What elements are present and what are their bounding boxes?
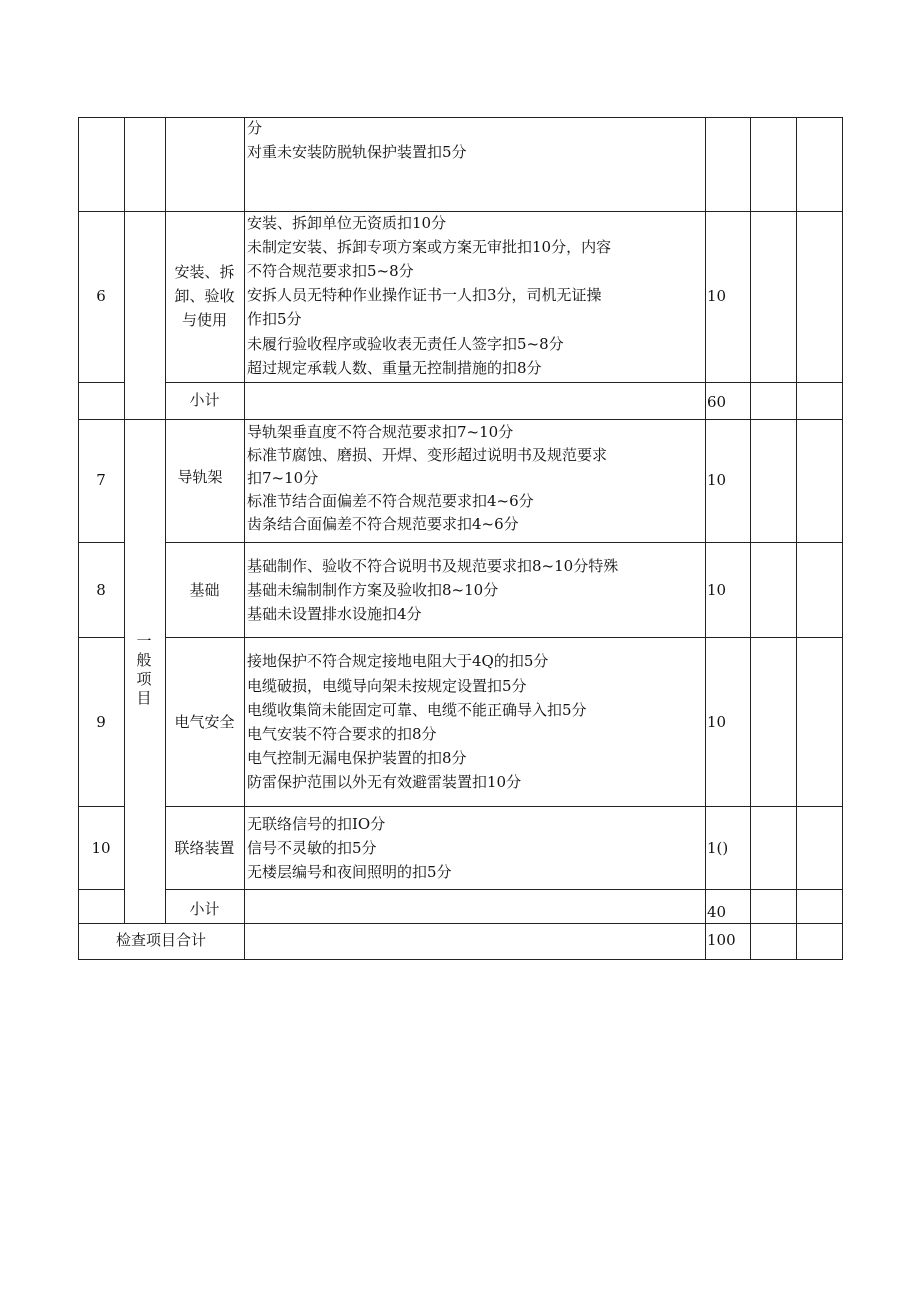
standard-line: 标准节结合面偏差不符合规范要求扣4~6分 bbox=[247, 492, 534, 510]
rule-col-cat bbox=[165, 117, 166, 924]
standard-line: 对重未安装防脱轨保护装置扣5分 bbox=[247, 143, 467, 161]
standard-line: 导轨架垂直度不符合规范要求扣7~10分 bbox=[247, 423, 514, 441]
total-label: 检查项目合计 bbox=[115, 931, 206, 949]
score-value: 10 bbox=[707, 581, 727, 599]
standard-line: 电缆收集筒未能固定可靠、电缆不能正确导入扣5分 bbox=[247, 701, 587, 719]
standard-line: 电气控制无漏电保护装置的扣8分 bbox=[247, 749, 467, 767]
category-label: 一般项目 bbox=[136, 632, 152, 707]
row-number: 10 bbox=[91, 839, 111, 857]
rule-row9-end bbox=[78, 806, 124, 807]
standard-line: 扣7~10分 bbox=[247, 469, 319, 487]
standard-line: 电缆破损，电缆导向架未按规定设置扣5分 bbox=[247, 677, 527, 695]
standard-line: 基础未编制制作方案及验收扣8~10分 bbox=[247, 581, 499, 599]
rule-top bbox=[78, 117, 843, 118]
row-number: 6 bbox=[96, 287, 106, 305]
rule-row6-end-b bbox=[165, 382, 843, 383]
subtotal-score: 60 bbox=[707, 393, 727, 411]
item-name-line: 与使用 bbox=[181, 311, 227, 329]
item-name: 基础 bbox=[189, 581, 220, 599]
rule-row8-end-b bbox=[165, 637, 843, 638]
rule-col-no bbox=[124, 117, 125, 924]
standard-line: 齿条结合面偏差不符合规范要求扣4~6分 bbox=[247, 515, 519, 533]
rule-row5-end bbox=[78, 211, 843, 212]
score-value: 10 bbox=[707, 287, 727, 305]
item-name: 电气安全 bbox=[174, 713, 235, 731]
standard-line: 未履行验收程序或验收表无责任人签字扣5~8分 bbox=[247, 335, 564, 353]
rule-row9-end-b bbox=[165, 806, 843, 807]
subtotal-score: 40 bbox=[707, 903, 727, 921]
standard-line: 接地保护不符合规定接地电阻大于4Q的扣5分 bbox=[247, 652, 549, 670]
standard-line: 作扣5分 bbox=[247, 310, 302, 328]
standard-line: 基础未设置排水设施扣4分 bbox=[247, 605, 422, 623]
item-name-line: 安装、拆 bbox=[174, 263, 235, 281]
rule-row10-end-b bbox=[165, 889, 843, 890]
rule-col-a bbox=[796, 117, 797, 960]
rule-row7-end-b bbox=[165, 542, 843, 543]
rule-bottom bbox=[78, 959, 843, 960]
rule-left bbox=[78, 117, 79, 960]
rule-row10-end bbox=[78, 889, 124, 890]
total-score: 100 bbox=[707, 931, 736, 949]
standard-line: 无楼层编号和夜间照明的扣5分 bbox=[247, 863, 452, 881]
standard-line: 安装、拆卸单位无资质扣10分 bbox=[247, 214, 447, 232]
rule-right bbox=[842, 117, 843, 960]
standard-line: 信号不灵敏的扣5分 bbox=[247, 839, 377, 857]
rule-row6-end bbox=[78, 382, 124, 383]
standard-line: 基础制作、验收不符合说明书及规范要求扣8~10分特殊 bbox=[247, 557, 619, 575]
item-name: 联络装置 bbox=[174, 839, 235, 857]
rule-row7-end bbox=[78, 542, 124, 543]
standard-line: 分 bbox=[247, 119, 263, 137]
item-name-line: 卸、验收 bbox=[174, 287, 235, 305]
rule-subtotal1-end bbox=[78, 419, 843, 420]
score-value: 1() bbox=[707, 839, 729, 857]
standard-line: 不符合规范要求扣5~8分 bbox=[247, 262, 414, 280]
subtotal-label: 小计 bbox=[189, 391, 220, 409]
row-number: 8 bbox=[96, 581, 106, 599]
standard-line: 无联络信号的扣IO分 bbox=[247, 815, 386, 833]
rule-col-score bbox=[750, 117, 751, 960]
score-value: 10 bbox=[707, 713, 727, 731]
standard-line: 超过规定承载人数、重量无控制措施的扣8分 bbox=[247, 359, 542, 377]
subtotal-label: 小计 bbox=[189, 900, 220, 918]
standard-line: 未制定安装、拆卸专项方案或方案无审批扣10分，内容 bbox=[247, 238, 612, 256]
row-number: 7 bbox=[96, 471, 106, 489]
item-name: 导轨架 bbox=[177, 468, 223, 486]
standard-line: 电气安装不符合要求的扣8分 bbox=[247, 725, 437, 743]
row-number: 9 bbox=[96, 713, 106, 731]
rule-col-item bbox=[244, 117, 245, 960]
rule-row8-end bbox=[78, 637, 124, 638]
standard-line: 标准节腐蚀、磨损、开焊、变形超过说明书及规范要求 bbox=[247, 446, 608, 464]
rule-subtotal2-end bbox=[78, 923, 843, 924]
rule-col-std bbox=[705, 117, 706, 960]
standard-line: 防雷保护范围以外无有效避雷装置扣10分 bbox=[247, 773, 522, 791]
score-value: 10 bbox=[707, 471, 727, 489]
standard-line: 安拆人员无特种作业操作证书一人扣3分，司机无证操 bbox=[247, 286, 602, 304]
